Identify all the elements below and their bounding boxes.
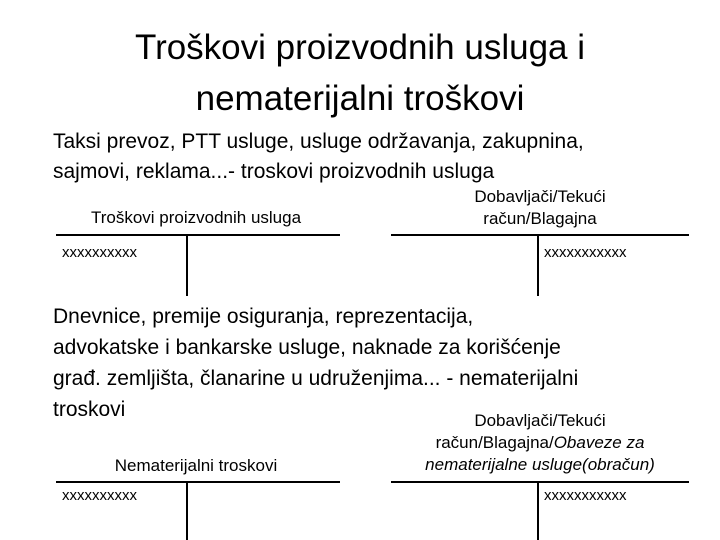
account-dobavljaci-label [390,186,690,230]
account-label-line-2-regular: račun/Blagajna/ [435,433,554,452]
t-account-right-credit-entry: xxxxxxxxxxx [544,244,627,261]
t-account-right-top-line [391,234,689,236]
t-account-left2-top-line [56,481,340,483]
account-troskovi-proizvodnih-usluga-label: Troškovi proizvodnih usluga [90,208,302,227]
section1-text-line-1: Taksi prevoz, PTT usluge, usluge održavanja, zakupnina, [53,130,584,153]
account-label-line-2-italic: Obaveze za [553,433,645,452]
t-account-left2-debit-entry: xxxxxxxxxx [62,487,137,504]
section2-text-line-3: građ. zemljišta, članarine u udruženjima... - nematerijalni [53,367,579,390]
account-dobavljaci-label-line-1: Dobavljači/Tekući [474,187,606,206]
t-account-left2-divider [186,482,188,540]
section1-text-line-2: sajmovi, reklama...- troskovi proizvodnih usluga [53,160,495,183]
t-account-right-divider [537,235,539,296]
account-dobavljaci-obaveze-label [390,410,690,476]
t-account-left-divider [186,235,188,296]
section2-description [53,301,578,425]
account-dobavljaci-obaveze-label-line-3: nematerijalne usluge(obračun) [425,455,655,474]
account-dobavljaci-obaveze-label-line-1: Dobavljači/Tekući [474,411,606,430]
title-line-1: Troškovi proizvodnih usluga i [134,28,586,67]
section2-text-line-2: advokatske i bankarske usluge, naknade za korišćenje [53,336,561,359]
section2-text-line-4: troskovi [53,398,126,421]
section1-description [53,127,584,187]
account-nematerijalni-troskovi-label: Nematerijalni troskovi [114,456,278,475]
t-account-left-top-line [56,234,340,236]
account-dobavljaci-obaveze-label-line-2 [390,432,690,454]
t-account-left-debit-entry: xxxxxxxxxx [62,244,137,261]
section2-text-line-1: Dnevnice, premije osiguranja, reprezentacija, [53,305,474,328]
account-dobavljaci-label-line-2: račun/Blagajna [483,209,597,228]
t-account-right2-top-line [391,481,689,483]
slide-title [0,22,720,124]
t-account-right2-credit-entry: xxxxxxxxxxx [544,487,627,504]
title-line-2: nematerijalni troškovi [195,79,525,118]
t-account-right2-divider [537,482,539,540]
